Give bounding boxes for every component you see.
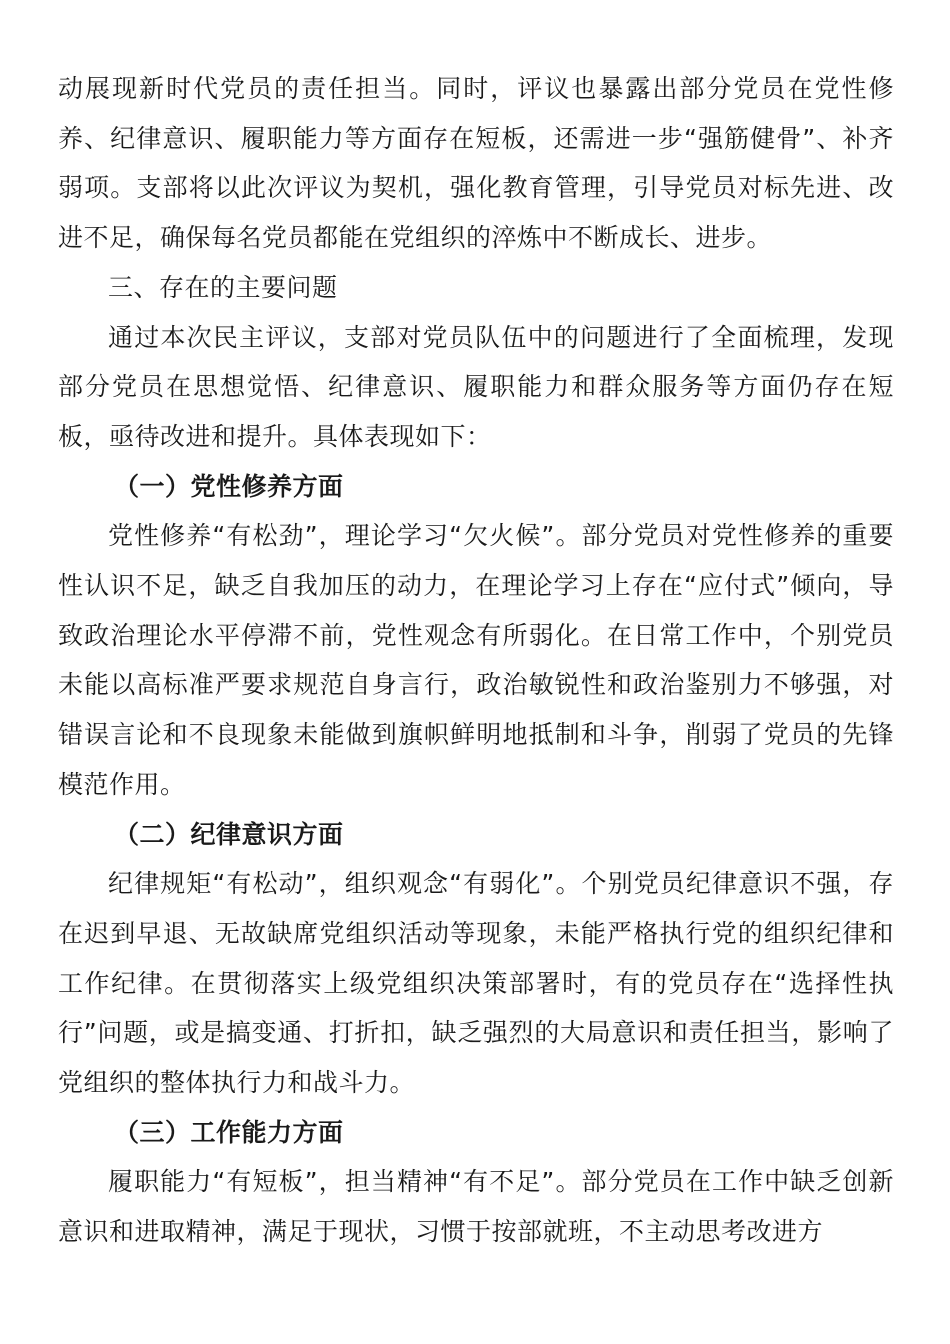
subheading-work-ability: （三）工作能力方面 <box>114 1117 344 1147</box>
paragraph-intro: 通过本次民主评议，支部对党员队伍中的问题进行了全面梳理，发现部分党员在思想觉悟、纪律意识、履职能力和群众服务等方面仍存在短板，亟待改进和提升。具体表现如下： <box>58 322 894 451</box>
paragraph-continuation: 动展现新时代党员的责任担当。同时，评议也暴露出部分党员在党性修养、纪律意识、履职能力等方面存在短板，还需进一步“强筋健骨”、补齐弱项。支部将以此次评议为契机，强化教育管理，引导党员对标先进、改进不足，确保每名党员都能在党组织的淬炼中不断成长、进步。 <box>58 74 894 253</box>
paragraph-work-ability: 履职能力“有短板”，担当精神“有不足”。部分党员在工作中缺乏创新意识和进取精神，满足于现状，习惯于按部就班，不主动思考改进方 <box>58 1167 894 1247</box>
subheading-discipline: （二）纪律意识方面 <box>114 819 344 849</box>
document-page <box>58 64 894 1257</box>
paragraph-party-spirit: 党性修养“有松劲”，理论学习“欠火候”。部分党员对党性修养的重要性认识不足，缺乏自我加压的动力，在理论学习上存在“应付式”倾向，导致政治理论水平停滞不前，党性观念有所弱化。在日常工作中，个别党员未能以高标准严要求规范自身言行，政治敏锐性和政治鉴别力不够强，对错误言论和不良现象未能做到旗帜鲜明地抵制和斗争，削弱了党员的先锋模范作用。 <box>58 521 894 799</box>
section-heading-main-problems: 三、存在的主要问题 <box>108 272 338 302</box>
subheading-party-spirit: （一）党性修养方面 <box>114 471 344 501</box>
paragraph-discipline: 纪律规矩“有松动”，组织观念“有弱化”。个别党员纪律意识不强，存在迟到早退、无故缺席党组织活动等现象，未能严格执行党的组织纪律和工作纪律。在贯彻落实上级党组织决策部署时，有的党员存在“选择性执行”问题，或是搞变通、打折扣，缺乏强烈的大局意识和责任担当，影响了党组织的整体执行力和战斗力。 <box>58 869 894 1098</box>
